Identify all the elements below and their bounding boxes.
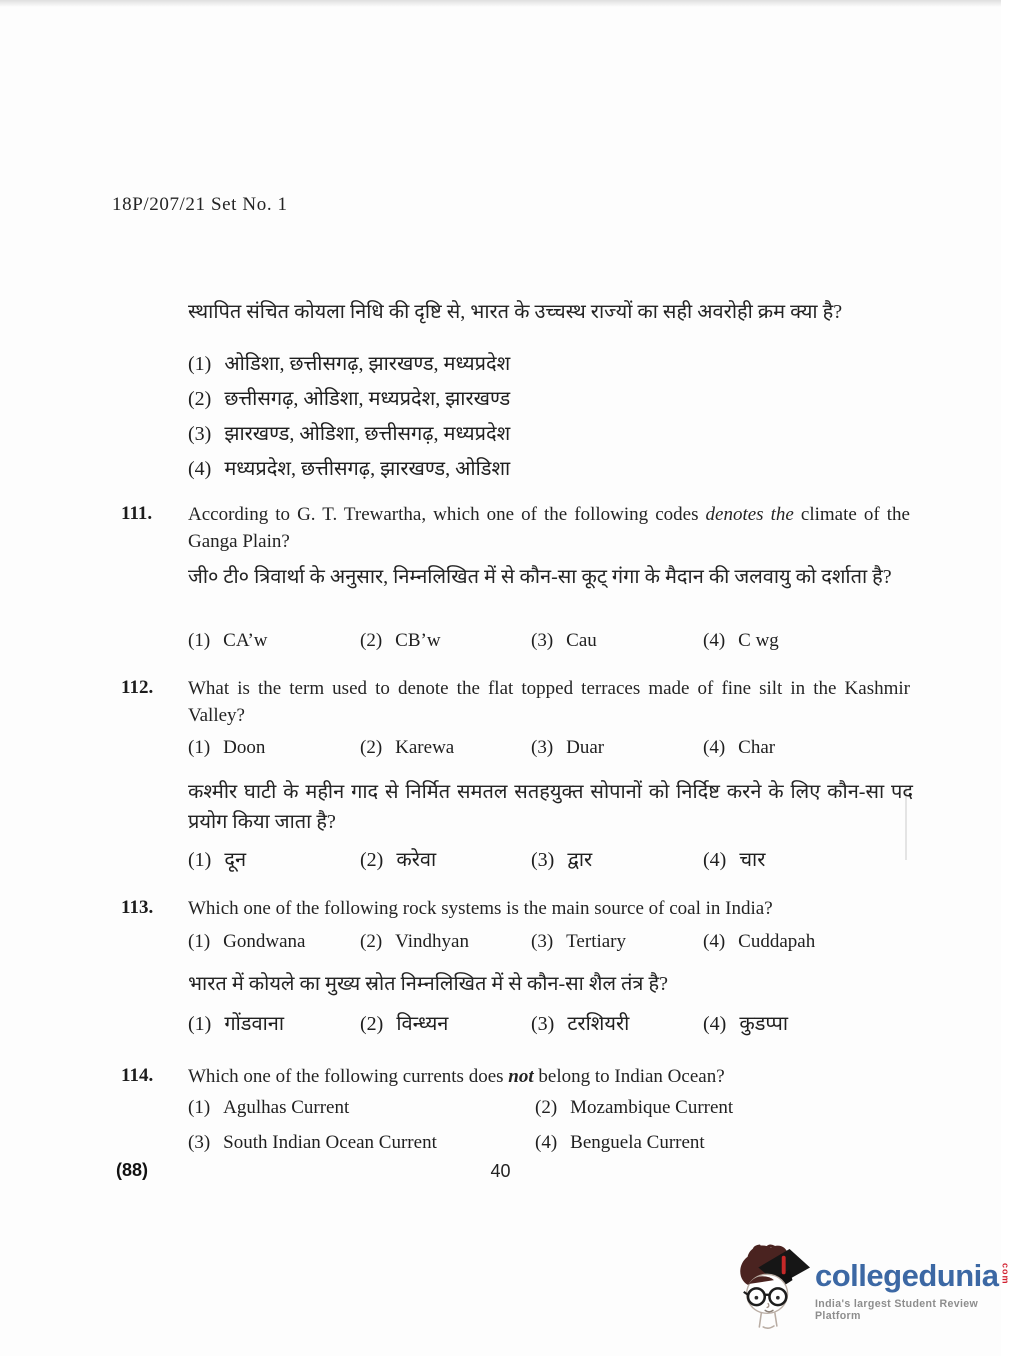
option-label: Tertiary: [566, 931, 627, 952]
option-label: कुडप्पा: [739, 1013, 789, 1035]
q111-question-text-english: [188, 501, 910, 555]
option-label: Doon: [223, 737, 266, 758]
q113-question-text-hindi: भारत में कोयले का मुख्य स्रोत निम्नलिखित में से कौन-सा शैल तंत्र है?: [188, 973, 668, 995]
q111-option-3: [531, 630, 597, 652]
option-number: (1): [188, 1013, 212, 1035]
q112-option-1: [188, 737, 265, 759]
scan-edge-artifact: [0, 0, 1001, 7]
q113-number: 113.: [121, 897, 154, 918]
collegedunia-brand-suffix: com: [1000, 1263, 1010, 1285]
option-number: (1): [188, 849, 212, 871]
option-number: (3): [188, 423, 212, 445]
q114-option-4: [535, 1132, 705, 1154]
option-label: ओडिशा, छत्तीसगढ़, झारखण्ड, मध्यप्रदेश: [224, 353, 511, 375]
q110-question-text-hindi: स्थापित संचित कोयला निधि की दृष्टि से, भारत के उच्चस्थ राज्यों का सही अवरोही क्रम क्या है?: [188, 301, 843, 323]
option-label: छत्तीसगढ़, ओडिशा, मध्यप्रदेश, झारखण्ड: [224, 388, 511, 410]
q111-text-italic: denotes the: [705, 504, 794, 525]
q114-question-text-english: [188, 1063, 928, 1090]
q114-number: 114.: [121, 1065, 154, 1086]
option-label: Mozambique Current: [570, 1097, 734, 1118]
option-number: (3): [188, 1132, 211, 1153]
option-number: (1): [188, 630, 211, 651]
q114-option-2: [535, 1097, 733, 1119]
option-number: (4): [703, 1013, 727, 1035]
collegedunia-mascot-icon: [733, 1240, 811, 1332]
q112-number: 112.: [121, 677, 154, 698]
q112-option-1-hindi: [188, 845, 246, 872]
q112-option-4: [703, 737, 775, 759]
q112-option-4-hindi: [703, 845, 765, 872]
q112-options-row-hindi: [188, 845, 948, 873]
q113-option-4: [703, 931, 815, 953]
option-label: चार: [739, 849, 766, 871]
option-number: (3): [531, 849, 555, 871]
option-number: (2): [360, 1013, 384, 1035]
collegedunia-tagline: India's largest Student Review Platform: [815, 1298, 979, 1322]
option-label: Karewa: [395, 737, 455, 758]
q113-option-2: [360, 931, 469, 953]
option-number: (1): [188, 931, 211, 952]
q114-text-bold-italic: not: [508, 1066, 534, 1087]
option-label: Cau: [566, 630, 597, 651]
q110-option-3: [188, 419, 510, 454]
option-number: (3): [531, 737, 554, 758]
q113-option-2-hindi: [360, 1009, 448, 1036]
option-label: विन्ध्यन: [396, 1013, 449, 1035]
q110-option-1: [188, 349, 510, 384]
q114-options-row-1: [188, 1097, 948, 1125]
option-number: (4): [703, 849, 727, 871]
q113-options-row-hindi: [188, 1009, 948, 1037]
option-label: Benguela Current: [570, 1132, 705, 1153]
option-number: (2): [360, 849, 384, 871]
q112-option-2-hindi: [360, 845, 436, 872]
q114-option-3: [188, 1132, 437, 1154]
q112-question-text-english: What is the term used to denote the flat topped terraces made of fine silt in the Kashmir Valley?: [188, 678, 910, 726]
option-number: (2): [188, 388, 212, 410]
option-number: (3): [531, 630, 554, 651]
q113-option-3: [531, 931, 626, 953]
option-label: Vindhyan: [395, 931, 469, 952]
q112-option-2: [360, 737, 454, 759]
collegedunia-logo: [733, 1240, 1010, 1332]
option-label: CA’w: [223, 630, 268, 651]
option-number: (4): [703, 931, 726, 952]
q111-question-text-hindi: जी० टी० त्रिवार्था के अनुसार, निम्नलिखित में से कौन-सा कूट् गंगा के मैदान की जलवायु को दर्शाता है?: [188, 566, 892, 588]
q112-option-3-hindi: [531, 845, 592, 872]
paper-code: 18P/207/21 Set No. 1: [112, 194, 288, 215]
q112-option-3: [531, 737, 604, 759]
collegedunia-brand-name: collegedunia: [815, 1258, 999, 1293]
option-label: South Indian Ocean Current: [223, 1132, 437, 1153]
q112-question-text-hindi: कश्मीर घाटी के महीन गाद से निर्मित समतल सतहयुक्त सोपानों को निर्दिष्ट करने के लिए कौन-सा पद प्रयोग किया जाता है?: [188, 781, 913, 833]
option-label: दून: [224, 849, 247, 871]
q113-option-3-hindi: [531, 1009, 629, 1036]
option-label: Agulhas Current: [223, 1097, 350, 1118]
q110-option-4: [188, 454, 510, 489]
option-label: Cuddapah: [738, 931, 816, 952]
option-number: (3): [531, 1013, 555, 1035]
option-number: (3): [531, 931, 554, 952]
q114-text-part2: belong to Indian Ocean?: [533, 1066, 725, 1087]
q111-number: 111.: [121, 503, 153, 524]
option-number: (1): [188, 737, 211, 758]
q114-text-part1: Which one of the following currents does: [188, 1066, 509, 1087]
q113-question-text-english: Which one of the following rock systems is the main source of coal in India?: [188, 898, 773, 919]
option-label: CB’w: [395, 630, 441, 651]
q111-option-4: [703, 630, 779, 652]
collegedunia-logo-text: [815, 1240, 1010, 1332]
option-number: (4): [535, 1132, 558, 1153]
q113-options-row-english: [188, 931, 948, 959]
option-number: (2): [535, 1097, 558, 1118]
q110-options: [188, 349, 510, 489]
q113-option-1-hindi: [188, 1009, 284, 1036]
q111-text-part1: According to G. T. Trewartha, which one of the following codes: [188, 504, 706, 525]
q111-option-1: [188, 630, 268, 652]
booklet-series: (88): [116, 1160, 149, 1180]
option-label: Duar: [566, 737, 605, 758]
q113-option-1: [188, 931, 305, 953]
option-number: (1): [188, 1097, 211, 1118]
option-label: C wg: [738, 630, 779, 651]
q112-options-row-english: [188, 737, 948, 765]
option-number: (2): [360, 931, 383, 952]
q114-option-1: [188, 1097, 349, 1119]
q114-options-row-2: [188, 1132, 948, 1160]
option-number: (2): [360, 737, 383, 758]
q113-option-4-hindi: [703, 1009, 788, 1036]
option-label: टरशियरी: [567, 1013, 630, 1035]
option-number: (2): [360, 630, 383, 651]
option-number: (1): [188, 353, 212, 375]
option-label: मध्यप्रदेश, छत्तीसगढ़, झारखण्ड, ओडिशा: [224, 458, 511, 480]
option-label: करेवा: [396, 849, 437, 871]
q111-options-row: [188, 630, 948, 658]
q110-option-2: [188, 384, 510, 419]
option-label: Char: [738, 737, 776, 758]
option-label: गोंडवाना: [224, 1013, 285, 1035]
option-label: Gondwana: [223, 931, 306, 952]
q111-text-part2: climate of the Ganga Plain?: [188, 504, 910, 552]
option-number: (4): [188, 458, 212, 480]
page-number: 40: [490, 1161, 511, 1181]
option-label: द्वार: [567, 849, 593, 871]
q111-option-2: [360, 630, 441, 652]
option-number: (4): [703, 630, 726, 651]
option-number: (4): [703, 737, 726, 758]
option-label: झारखण्ड, ओडिशा, छत्तीसगढ़, मध्यप्रदेश: [224, 423, 511, 445]
